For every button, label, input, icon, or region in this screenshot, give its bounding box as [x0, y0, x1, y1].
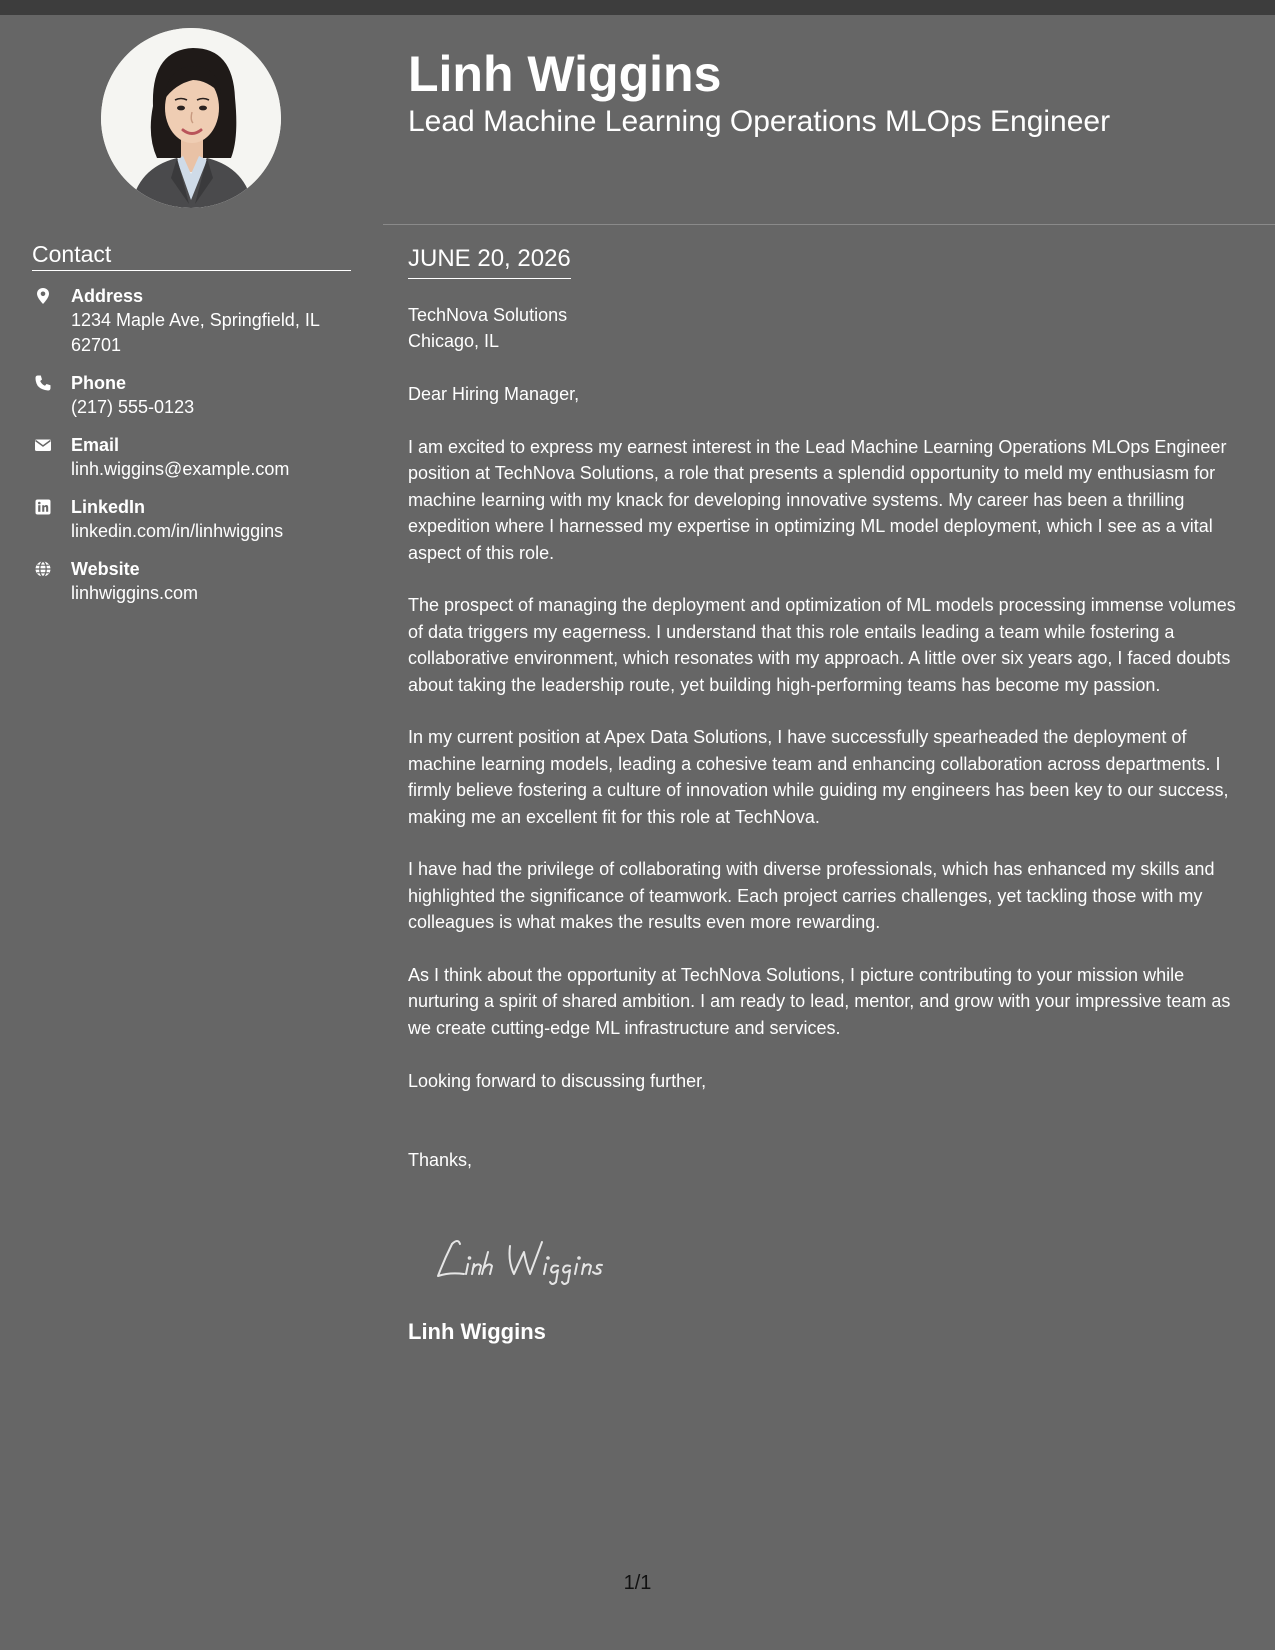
- top-bar: [0, 0, 1275, 15]
- contact-label: Email: [71, 435, 120, 455]
- header-divider: [383, 224, 1275, 225]
- contact-item-address: [32, 284, 352, 358]
- letter-paragraph-1: I am excited to express my earnest interest in the Lead Machine Learning Operations MLOps Engineer position at TechNova Solutions, a role that presents a splendid opportunity to meld my enthusiasm for machine learning with my knack for developing innovative systems. My career has been a thrilling expedition where I harnessed my expertise in optimizing ML model deployment, which I see as a vital aspect of this role.: [408, 437, 1227, 563]
- contact-label: Phone: [71, 373, 127, 393]
- profile-photo: [101, 28, 281, 208]
- letter-paragraph-3: In my current position at Apex Data Solutions, I have successfully spearheaded the deployment of machine learning models, leading a cohesive team and enhancing collaboration across departments. I firmly believe fostering a culture of innovation while guiding my engineers has been key to our success, making me an excellent fit for this role at TechNova.: [408, 727, 1229, 827]
- contact-value-address: 1234 Maple Ave, Springfield, IL 62701: [71, 310, 320, 355]
- signoff: Thanks,: [408, 1150, 473, 1171]
- contact-item-phone: [32, 371, 352, 420]
- page-number: 1/1: [623, 1572, 652, 1594]
- contact-value-linkedin[interactable]: linkedin.com/in/linhwiggins: [71, 521, 284, 541]
- signer-name: Linh Wiggins: [408, 1319, 546, 1344]
- contact-label: LinkedIn: [71, 497, 146, 517]
- contact-item-linkedin: [32, 495, 352, 544]
- profile-photo-image: [101, 28, 281, 208]
- job-title: Lead Machine Learning Operations MLOps Engineer: [408, 105, 1111, 138]
- contact-value-phone[interactable]: (217) 555-0123: [71, 397, 195, 417]
- contact-item-website: [32, 557, 352, 606]
- letter-paragraph-2: The prospect of managing the deployment and optimization of ML models processing immense volumes of data triggers my eagerness. I understand that this role entails leading a team while fostering a collaborative environment, which resonates with my approach. A little over six years ago, I faced doubts about taking the leadership route, yet building high-performing teams has become my passion.: [408, 595, 1236, 695]
- salutation: Dear Hiring Manager,: [408, 384, 580, 405]
- recipient-location: Chicago, IL: [408, 331, 500, 352]
- contact-value-email[interactable]: linh.wiggins@example.com: [71, 459, 290, 479]
- contact-label: Website: [71, 559, 140, 579]
- envelope-icon: [34, 436, 52, 454]
- linkedin-icon: [34, 498, 52, 516]
- map-pin-icon: [34, 287, 52, 305]
- contact-list: [32, 284, 352, 606]
- letter-paragraph-5: As I think about the opportunity at TechNova Solutions, I picture contributing to your mission while nurturing a spirit of shared ambition. I am ready to lead, mentor, and grow with your impressive team as we create cutting-edge ML infrastructure and services.: [408, 965, 1231, 1038]
- letter-body: [408, 302, 1253, 1200]
- closing-line: Looking forward to discussing further,: [408, 1070, 707, 1091]
- handwritten-signature: [430, 1230, 650, 1290]
- candidate-name: Linh Wiggins: [408, 46, 722, 102]
- contact-label: Address: [71, 286, 144, 306]
- letter-date: JUNE 20, 2026: [408, 244, 571, 279]
- contact-value-website[interactable]: linhwiggins.com: [71, 583, 199, 603]
- contact-heading: Contact: [32, 240, 351, 271]
- globe-icon: [34, 560, 52, 578]
- recipient-block: [408, 302, 1253, 355]
- contact-item-email: [32, 433, 352, 482]
- recipient-company: TechNova Solutions: [408, 305, 568, 325]
- letter-paragraph-4: I have had the privilege of collaborating with diverse professionals, which has enhanced my skills and highlighted the significance of teamwork. Each project carries challenges, yet tackling those with my colleagues is what makes the results even more rewarding.: [408, 859, 1215, 933]
- phone-icon: [34, 374, 52, 392]
